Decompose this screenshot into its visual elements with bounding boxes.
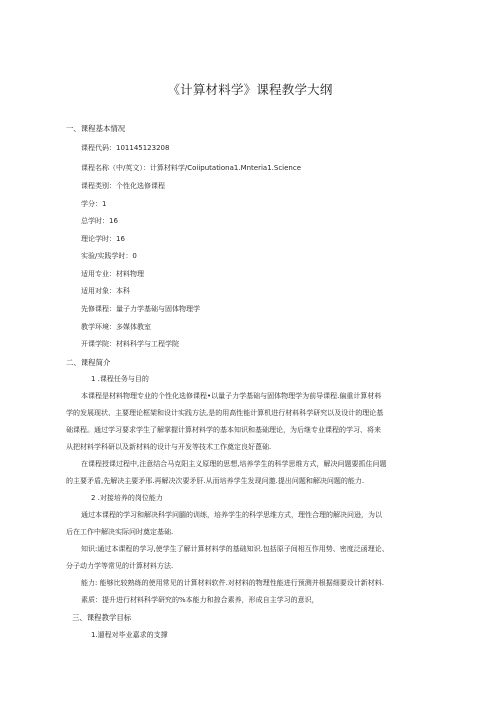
field-audience: 适用对象：本科 [81,287,130,295]
field-theory-hours: 理论学时：16 [81,235,125,243]
field-environment: 教学环境：多媒体教室 [81,323,151,331]
paragraph-line: 在课程授课过程中,注意结合马克阳主义原理的思想,培养学生的科学思维方式，解决问题要抓住问题 [81,460,387,468]
paragraph-line: 素质：提升进行材料科学研究的%本能力和掠合素养，形成自主学习的意识， [81,596,319,604]
field-course-name: 课程名称（中/英文）：计算材料学/Coiiputationa1.Mnteria1.Science [81,164,302,172]
subheading-job-ability: 2 .对接培养的岗位能力 [91,494,163,502]
field-lab-hours: 实验/实践学时：0 [81,252,137,260]
paragraph-line: 本课程是材料物理专业的个性化选修课程•以量子力学基础与固体物理学为前导课程.偏重计算材料 [81,392,382,400]
field-total-hours: 总学时：16 [81,217,118,225]
paragraph-line: 础课程。通过学习要求学生了解掌握计算材料学的基本知识和基础理论，为后继专业课程的学习、将来 [66,426,381,434]
field-prerequisites: 先修课程：量子力学基础与固体物理学 [81,305,200,313]
paragraph-line: 能力: 能够比较熟练的使用常见的计算材料软件.对材料的物理性能进行预测并根据细要设计新材料. [81,579,385,587]
paragraph-line: 分子动力学等常见的计算材料方法. [66,562,174,570]
paragraph-line: 通过本课程的学习和解决科学问腼的训练，培养学生的科学思维方式，理性合理的解决问逊，为以 [81,511,382,519]
section-heading-basic-info: 一、课程基本情况 [66,124,126,133]
field-college: 开课学院：材料科学与工程学院 [81,340,179,348]
subheading-graduation-support: 1.遛程对毕业嘉求的支撑 [91,631,168,639]
paragraph-line: 后在工作中解决实际问时奠定基础. [66,528,174,536]
field-credits: 学分：1 [81,200,107,208]
field-major: 适用专业：材料物理 [81,270,144,278]
field-course-code: 课程代码：101145123208 [81,144,170,152]
subheading-task-purpose: 1 .课程任务与目的 [91,375,149,383]
document-title: 《计算材料学》课程教学大纲 [167,82,333,97]
paragraph-line: 知识:通过本课程的学习,使学生了解计算材料学的基础知识.包括原子间相互作用势、密度泛函理论、 [81,545,389,553]
paragraph-line: 的主要矛盾,先解决主要矛邢.再解决次要矛肝.从而培养学生发现问邀.提出问题和解决问题的能力. [66,477,365,485]
paragraph-line: 从把材料学科研以及新材料的设计与开发等技术工作奠定良好蓖础. [66,443,272,451]
field-course-category: 课程类别：个性化选修课程 [81,182,165,190]
paragraph-line: 学的发展现状、主要理论框架和设计实践方法,是的用高性能计算机进行材料科学研究以及设计的理论基 [66,409,384,417]
section-heading-objectives: 三、课程教学目标 [72,613,132,622]
section-heading-intro: 二、课程简介 [66,358,111,367]
